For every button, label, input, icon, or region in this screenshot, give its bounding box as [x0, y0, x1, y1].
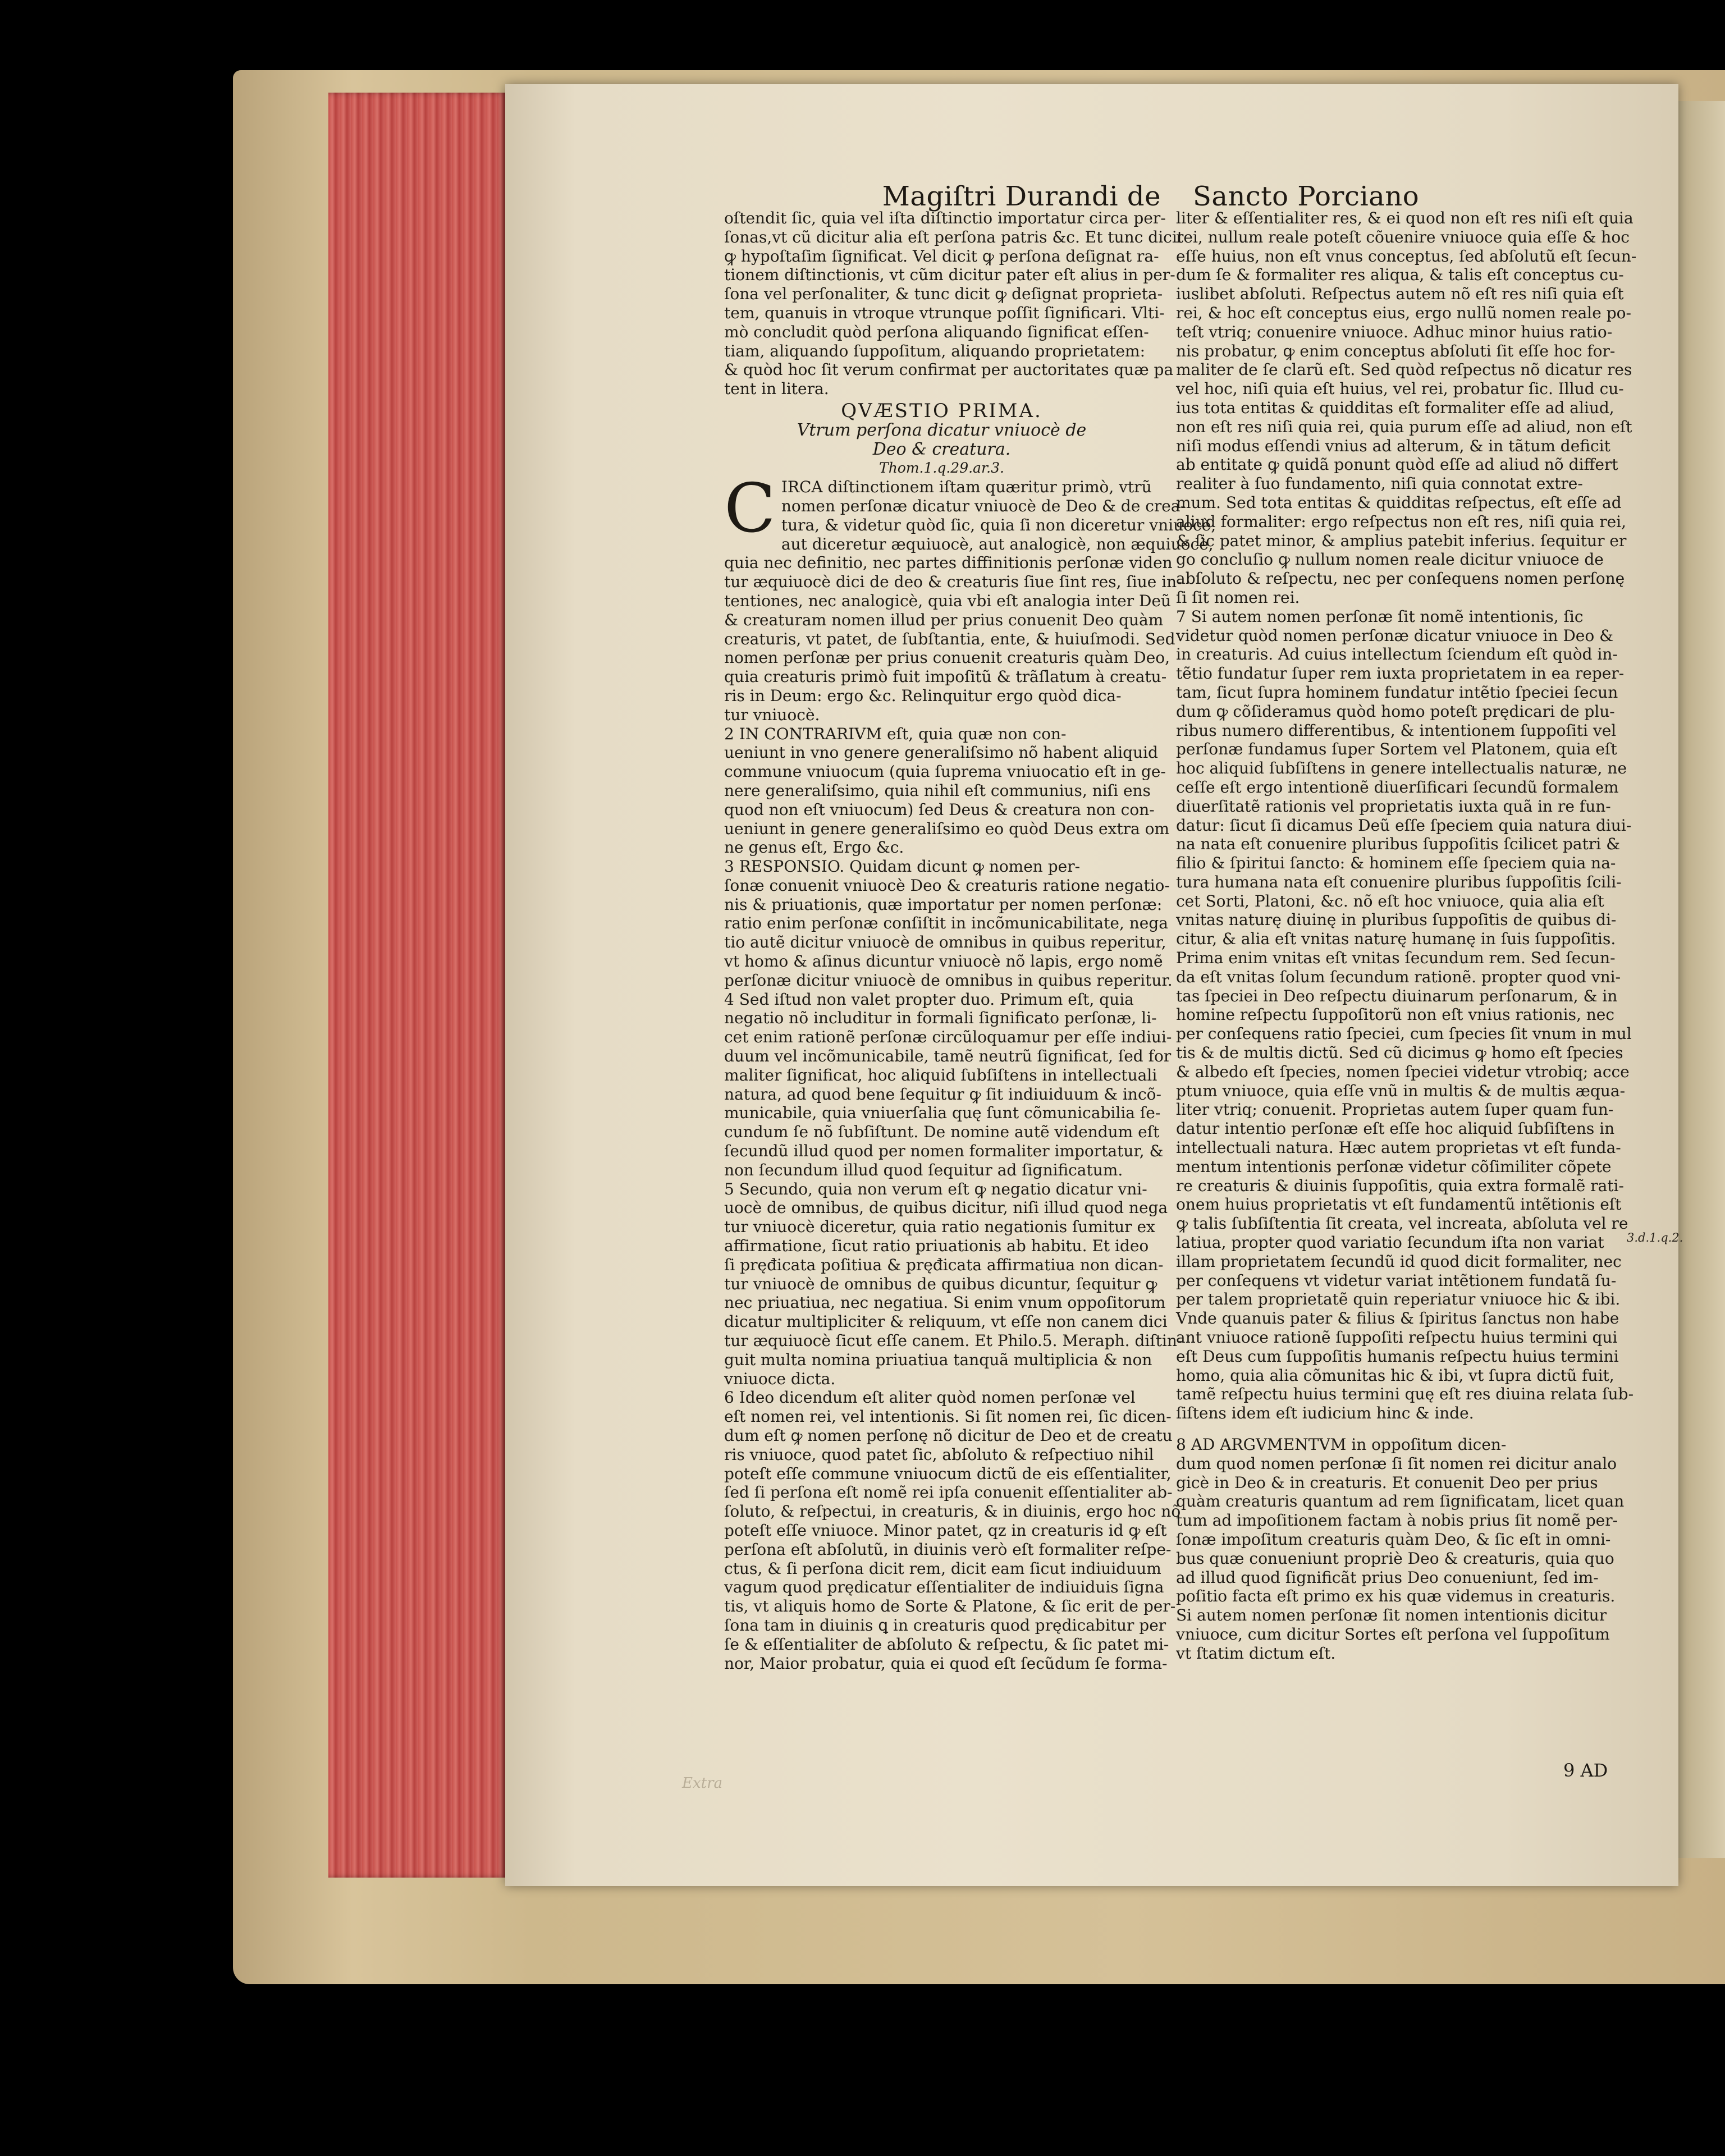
text-line: natura, ad quod bene ſequitur ꝙ ſit indiuiduum & incõ- [724, 1084, 1161, 1104]
text-line [1176, 1423, 1628, 1435]
text-line: nere generaliſsimo, quia nihil eſt communius, niſi ens [724, 781, 1151, 800]
text-line: dicatur multipliciter & reliquum, vt eſſe non canem dici [724, 1312, 1168, 1331]
text-line: 3 RESPONSIO. Quidam dicunt ꝙ nomen per- [724, 857, 1081, 876]
text-line: ueniunt in vno genere generaliſsimo nõ habent aliquid [724, 743, 1158, 762]
text-line: iuslibet abſoluti. Reſpectus autem nõ eſt res niſi quia eſt [1176, 285, 1624, 304]
text-line: mò concludit quòd perſona aliquando ſignificat eſſen- [724, 322, 1149, 341]
intro-paragraph [724, 209, 1184, 399]
text-line: dum eſt ꝙ nomen perſonę nõ dicitur de Deo et de creatu [724, 1426, 1173, 1445]
text-line: tis & de multis dictũ. Sed cũ dicimus ꝙ homo eſt ſpecies [1176, 1043, 1623, 1063]
running-head-left: Magiſtri Durandi de [882, 181, 1161, 212]
text-line: ſonæ impoſitum creaturis quàm Deo, & ſic eſt in omni- [1176, 1530, 1611, 1549]
text-line: nomen perſonæ dicatur vniuocè de Deo & de crea- [781, 496, 1186, 515]
question-subtitle-2: Deo & creatura. [872, 439, 1011, 459]
catchword: 9 AD [1563, 1760, 1608, 1781]
drop-cap: C [724, 470, 776, 548]
text-line: intellectuali natura. Hæc autem proprietas vt eſt funda- [1176, 1138, 1621, 1157]
text-line: ſonæ conuenit vniuocè Deo & creaturis ratione negatio- [724, 876, 1170, 895]
text-line: quia creaturis primò fuit impoſitũ & trãſlatum à creatu- [724, 667, 1167, 686]
text-line: ſed ſi perſona eſt nomẽ rei ipſa conuenit eſſentialiter ab- [724, 1483, 1173, 1502]
text-line: mum. Sed tota entitas & quidditas reſpectus, eſt eſſe ad [1176, 493, 1622, 512]
text-line: gicè in Deo & in creaturis. Et conuenit Deo per prius [1176, 1473, 1598, 1492]
text-line: vniuoce dicta. [724, 1369, 836, 1388]
text-line: oſtendit ſic, quia vel iſta diſtinctio importatur circa per- [724, 209, 1166, 227]
text-line: homine reſpectu ſuppoſitorũ non eſt vnius rationis, nec [1176, 1005, 1615, 1024]
text-line: Si autem nomen perſonæ ſit nomen intentionis dicitur [1176, 1606, 1607, 1625]
text-line: eſt Deus cum ſuppoſitis humanis reſpectu huius termini [1176, 1347, 1619, 1366]
text-line: nomen perſonæ per prius conuenit creaturis quàm Deo, [724, 648, 1170, 667]
text-line: & creaturam nomen illud per prius conuenit Deo quàm [724, 610, 1164, 629]
red-page-edges [328, 93, 508, 1878]
text-line: negatio nõ includitur in formali ſignificato perſonæ, li- [724, 1009, 1157, 1028]
text-line: maliter ſignificat, hoc aliquid ſubſiſtens in intellectuali [724, 1065, 1157, 1084]
text-line: tur vniuocè de omnibus de quibus dicuntur, ſequitur ꝙ [724, 1274, 1157, 1293]
text-line: poſitio facta eſt primo ex his quæ videmus in creaturis. [1176, 1587, 1616, 1606]
text-line: ſona vel perſonaliter, & tunc dicit ꝙ deſignat proprieta- [724, 285, 1163, 304]
text-line: tam, ſicut ſupra hominem fundatur intẽtio ſpeciei ſecun [1176, 683, 1618, 702]
text-line: 4 Sed iſtud non valet propter duo. Primum eſt, quia [724, 990, 1134, 1009]
text-line: ſi pręđicata poſitiua & pręđicata affirmatiua non dican- [724, 1255, 1164, 1274]
text-line: tiam, aliquando ſuppoſitum, aliquando proprietatem: [724, 341, 1145, 360]
text-line: tem, quanuis in vtroque vtrunque poſſit ſignificari. Vlti- [724, 303, 1165, 322]
text-line: duum vel incõmunicabile, tamẽ neutrũ ſignificat, ſed for [724, 1047, 1172, 1066]
text-line: realiter à ſuo fundamento, niſi quia connotat extre- [1176, 474, 1583, 493]
text-line: tis, vt aliquis homo de Sorte & Platone, & ſic erit de per- [724, 1597, 1176, 1616]
text-line: vagum quod prędicatur eſſentialiter de indiuiduis ſigna [724, 1578, 1164, 1597]
text-line: liter & eſſentialiter res, & ei quod non eſt res niſi eſt quia [1176, 209, 1634, 227]
text-line: onem huius proprietatis vt eſt fundamentũ intẽtionis eſt [1176, 1195, 1622, 1214]
text-line: tura, & videtur quòd ſic, quia ſi non diceretur vniuocè, [781, 515, 1216, 534]
text-line: dum ꝙ cõſideramus quòd homo poteſt prędicari de plu- [1176, 702, 1615, 721]
text-line: tent in litera. [724, 379, 829, 399]
text-line: ab entitate ꝙ quidã ponunt quòd eſſe ad aliud nõ differt [1176, 455, 1618, 474]
text-line: eſt nomen rei, vel intentionis. Si ſit nomen rei, ſic dicen- [724, 1407, 1172, 1426]
text-line: Prima enim vnitas eſt vnitas ſecundum rem. Sed ſecun- [1176, 949, 1616, 968]
text-line: Vnde quanuis pater & filius & ſpiritus ſanctus non habe [1176, 1309, 1619, 1328]
text-line: IRCA diſtinctionem iſtam quæritur primò, vtrũ [781, 478, 1152, 497]
text-line: abſoluto & reſpectu, nec per conſequens nomen perſonę [1176, 569, 1625, 588]
text-line: cet Sorti, Platoni, &c. nõ eſt hoc vniuoce, quia alia eſt [1176, 891, 1604, 910]
text-line: 5 Secundo, quia non verum eſt ꝙ negatio dicatur vni- [724, 1179, 1147, 1198]
text-line: poteſt eſſe vniuoce. Minor patet, qz in creaturis id ꝙ eſt [724, 1521, 1167, 1540]
text-line: nor, Maior probatur, quia ei quod eſt ſecũdum ſe forma- [724, 1654, 1168, 1673]
text-line: bus quæ conueniunt propriè Deo & creaturis, quia quo [1176, 1549, 1614, 1568]
text-line: teſt vtriq; conuenire vniuoce. Adhuc minor huius ratio- [1176, 322, 1613, 341]
text-line: & quòd hoc ſit verum confirmat per auctoritates quæ pa [724, 360, 1174, 379]
text-line: 7 Si autem nomen perſonæ ſit nomẽ intentionis, ſic [1176, 607, 1584, 626]
text-line: nis probatur, ꝙ enim conceptus abſoluti ſit eſſe hoc for- [1176, 341, 1616, 360]
text-line: 6 Ideo dicendum eſt aliter quòd nomen perſonæ vel [724, 1388, 1136, 1407]
text-line: citur, & alia eſt vnitas naturę humanę in ſuis ſuppoſitis. [1176, 930, 1616, 949]
text-line: diuerſitatẽ rationis vel proprietatis iuxta quã in re fun- [1176, 797, 1611, 816]
text-line: perſonæ fundamus ſuper Sortem vel Platonem, quia eſt [1176, 740, 1617, 759]
text-line: ceſſe eſt ergo intentionẽ diuerſificari ſecundũ formalem [1176, 777, 1619, 797]
text-line: rei, & hoc eſt conceptus eius, ergo nullũ nomen reale po- [1176, 303, 1631, 322]
text-line: videtur quòd nomen perſonæ dicatur vniuoce in Deo & [1176, 626, 1614, 645]
text-line: ſi ſit nomen rei. [1176, 588, 1300, 607]
right-column-text [1176, 209, 1637, 1663]
text-line: tẽtio fundatur ſuper rem iuxta proprietatem in ea reper- [1176, 664, 1625, 683]
text-line: tionem diſtinctionis, vt cũm dicitur pater eſt alius in per- [724, 266, 1175, 285]
text-line: perſona eſt abſolutũ, in diuinis verò eſt formaliter reſpe- [724, 1540, 1172, 1559]
text-line: ant vniuoce rationẽ ſuppoſiti reſpectu huius termini qui [1176, 1328, 1618, 1347]
text-line: ad illud quod ſignificãt prius Deo conueniunt, ſed im- [1176, 1568, 1599, 1587]
text-line: tio autẽ dicitur vniuocè de omnibus in quibus reperitur, [724, 933, 1166, 952]
text-line: tur vniuocè. [724, 705, 820, 724]
text-line: tum ad impoſitionem factam à nobis prius ſit nomẽ per- [1176, 1511, 1618, 1530]
text-line: vt homo & aſinus dicuntur vniuocè nõ lapis, ergo nomẽ [724, 952, 1163, 971]
text-line: maliter de ſe clarũ eſt. Sed quòd reſpectus nõ dicatur res [1176, 360, 1632, 379]
marginal-reference: 3.d.1.q.2. [1627, 1231, 1683, 1244]
text-line: latiua, propter quod variatio ſecundum iſta non variat [1176, 1233, 1604, 1252]
text-line: cundum ſe nõ ſubſiſtunt. De nomine autẽ videndum eſt [724, 1123, 1160, 1142]
text-line: non ſecundum illud quod ſequitur ad ſignificatum. [724, 1160, 1123, 1179]
text-line: ribus numero differentibus, & intentionem ſuppoſiti vel [1176, 721, 1617, 740]
text-line: per conſequens ratio ſpeciei, cum ſpecies ſit vnum in mul [1176, 1024, 1632, 1043]
text-line: tura humana nata eſt conuenire pluribus ſuppoſitis ſcili- [1176, 872, 1622, 891]
text-line: & albedo eſt ſpecies, nomen ſpeciei videtur vtrobiq; acce [1176, 1062, 1630, 1081]
text-line: quàm creaturis quantum ad rem ſignificatam, licet quan [1176, 1492, 1625, 1511]
text-line: municabile, quia vniuerſalia quę ſunt cõmunicabilia ſe- [724, 1104, 1161, 1123]
text-line: non eſt res niſi quia rei, quia purum eſſe ad aliud, non eſt [1176, 417, 1632, 436]
text-line: liter vtriq; conuenit. Proprietas autem ſuper quam fun- [1176, 1100, 1614, 1119]
text-line: ratio enim perſonæ conſiſtit in incõmunicabilitate, nega [724, 914, 1168, 933]
text-line: vt ſtatim dictum eſt. [1176, 1644, 1336, 1663]
text-line: hoc aliquid ſubſiſtens in genere intellectualis naturæ, ne [1176, 759, 1627, 778]
text-line: 2 IN CONTRARIVM eſt, quia quæ non con- [724, 724, 1067, 743]
text-line: tur vniuocè diceretur, quia ratio negationis ſumitur ex [724, 1217, 1155, 1237]
text-line: tamẽ reſpectu huius termini quę eſt res diuina relata ſub- [1176, 1385, 1634, 1404]
text-line: datur intentio perſonæ eſt eſſe hoc aliquid ſubſiſtens in [1176, 1119, 1615, 1138]
text-line: & ſic patet minor, & amplius patebit inferius. ſequitur er [1176, 531, 1627, 550]
text-line: vnitas naturę diuinę in pluribus ſuppoſitis de quibus di- [1176, 910, 1617, 930]
text-line: na nata eſt conuenire pluribus ſuppoſitis ſcilicet patri & [1176, 835, 1621, 854]
text-line: da eſt vnitas ſolum ſecundum rationẽ. propter quod vni- [1176, 967, 1621, 986]
text-line: guit multa nomina priuatiua tanquã multiplicia & non [724, 1350, 1152, 1369]
text-line: aliud formaliter: ergo reſpectus non eſt res, niſi quia rei, [1176, 512, 1627, 531]
text-line: datur: ſicut ſi dicamus Deũ eſſe ſpeciem quia natura diui- [1176, 816, 1632, 835]
text-line: quod non eſt vniuocum) ſed Deus & creatura non con- [724, 800, 1155, 819]
text-line: affirmatione, ſicut ratio priuationis ab habitu. Et ideo [724, 1237, 1149, 1256]
question-subtitle-1: Vtrum perſona dicatur vniuocè de [797, 420, 1087, 440]
text-line: ris in Deum: ergo &c. Relinquitur ergo quòd dica- [724, 686, 1122, 705]
text-line: ſecundũ illud quod per nomen formaliter importatur, & [724, 1142, 1164, 1161]
text-line: ris vniuoce, quod patet ſic, abſoluto & reſpectiuo nihil [724, 1445, 1154, 1464]
text-line: creaturis, vt patet, de ſubſtantia, ente, & huiuſmodi. Sed [724, 629, 1175, 648]
left-column [724, 209, 1216, 1673]
text-line: vel hoc, niſi quia eſt huius, vel rei, probatur ſic. Illud cu- [1176, 379, 1624, 399]
text-line: per conſequens vt videtur variat intẽtionem fundatã ſu- [1176, 1271, 1617, 1290]
text-line: quia nec definitio, nec partes diffinitionis perſonæ viden [724, 553, 1173, 573]
text-line: eſſe huius, non eſt vnus conceptus, ſed abſolutũ eſt ſecun- [1176, 246, 1637, 266]
text-line: go concluſio ꝙ nullum nomen reale dicitur vniuoce de [1176, 550, 1604, 569]
text-line: ꝙ hypoſtaſim ſignificat. Vel dicit ꝙ perſona deſignat ra- [724, 246, 1159, 266]
text-line: mentum intentionis perſonæ videtur cõſimiliter cõpete [1176, 1157, 1612, 1176]
text-line: tas ſpeciei in Deo reſpectu diuinarum perſonarum, & in [1176, 986, 1618, 1005]
text-line: ueniunt in genere generaliſsimo eo quòd Deus extra om [724, 819, 1170, 838]
question-title: QVÆSTIO PRIMA. [841, 399, 1042, 422]
text-line: nec priuatiua, nec negatiua. Si enim vnum oppoſitorum [724, 1293, 1166, 1312]
text-line: ſe & eſſentialiter de abſoluto & reſpectu, & ſic patet mi- [724, 1635, 1169, 1654]
signature-mark: Extra [682, 1775, 723, 1792]
text-line: ptum vniuoce, quia eſſe vnũ in multis & de multis æqua- [1176, 1081, 1626, 1100]
text-line: per talem proprietatẽ quin reperiatur vniuoce hic & ibi. [1176, 1290, 1621, 1309]
text-line: tur æquiuocè ſicut eſſe canem. Et Philo.5. Meraph. diſtin- [724, 1331, 1183, 1351]
question-body [724, 470, 1216, 1673]
text-line: perſonæ dicitur vniuocè de omnibus in quibus reperitur. [724, 971, 1173, 990]
text-line: vniuoce, cum dicitur Sortes eſt perſona vel ſuppoſitum [1176, 1624, 1610, 1644]
text-line: illam proprietatem ſecundũ id quod dicit formaliter, nec [1176, 1252, 1622, 1271]
text-line: in creaturis. Ad cuius intellectum ſciendum eſt quòd in- [1176, 645, 1618, 664]
text-line: uocè de omnibus, de quibus dicitur, niſi illud quod nega [724, 1198, 1168, 1217]
text-line: ſiſtens idem eſt iudicium hinc & inde. [1176, 1404, 1474, 1423]
facing-page-edge [1676, 101, 1725, 1858]
text-line: tur æquiuocè dici de deo & creaturis ſiue ſint res, ſiue in- [724, 573, 1182, 592]
text-line: dum quod nomen perſonæ ſi ſit nomen rei dicitur analo [1176, 1454, 1617, 1473]
text-line: re creaturis & diuinis ſuppoſitis, quia extra formalẽ rati- [1176, 1176, 1624, 1195]
running-head-right: Sancto Porciano [1193, 181, 1420, 212]
text-line: ne genus eſt, Ergo &c. [724, 838, 904, 857]
text-line: filio & ſpiritui ſancto: & hominem eſſe ſpeciem quia na- [1176, 854, 1616, 873]
text-line: rei, nullum reale poteſt cõuenire vniuoce quia eſſe & hoc [1176, 227, 1630, 246]
question-reference: Thom.1.q.29.ar.3. [879, 460, 1004, 477]
text-line: nis & priuationis, quæ importatur per nomen perſonæ: [724, 895, 1163, 914]
text-line: cet enim rationẽ perſonæ circũloquamur per eſſe indiui- [724, 1028, 1172, 1047]
text-line: aut diceretur æquiuocè, aut analogicè, non æquiuocè, [781, 534, 1214, 553]
text-line: ſoluto, & reſpectui, in creaturis, & in diuinis, ergo hoc nõ [724, 1502, 1181, 1521]
text-line: commune vniuocum (quia ſuprema vniuocatio eſt in ge- [724, 762, 1166, 781]
text-line: dum ſe & formaliter res aliqua, & talis eſt conceptus cu- [1176, 266, 1624, 285]
text-line: ius tota entitas & quidditas eſt formaliter eſſe ad aliud, [1176, 398, 1614, 417]
text-line: poteſt eſſe commune vniuocum dictũ de eis eſſentialiter, [724, 1464, 1172, 1483]
text-line: homo, quia alia cõmunitas hic & ibi, vt ſupra dictũ fuit, [1176, 1366, 1614, 1385]
text-line: ꝙ talis ſubſiſtentia ſit creata, vel increata, abſoluta vel re [1176, 1214, 1628, 1233]
text-line: ſonas,vt cũ dicitur alia eſt perſona patris &c. Et tunc dicit [724, 227, 1184, 246]
text-line: tentiones, nec analogicè, quia vbi eſt analogia inter Deũ [724, 591, 1172, 610]
text-line: ſona tam in diuinis ꝗ in creaturis quod prędicabitur per [724, 1615, 1166, 1635]
text-line: niſi modus eſſendi vnius ad alterum, & in tãtum deficit [1176, 436, 1610, 455]
text-line: ctus, & ſi perſona dicit rem, dicit eam ſicut indiuiduum [724, 1559, 1161, 1578]
right-column [1176, 209, 1637, 1663]
text-line: 8 AD ARGVMENTVM in oppoſitum dicen- [1176, 1435, 1507, 1454]
